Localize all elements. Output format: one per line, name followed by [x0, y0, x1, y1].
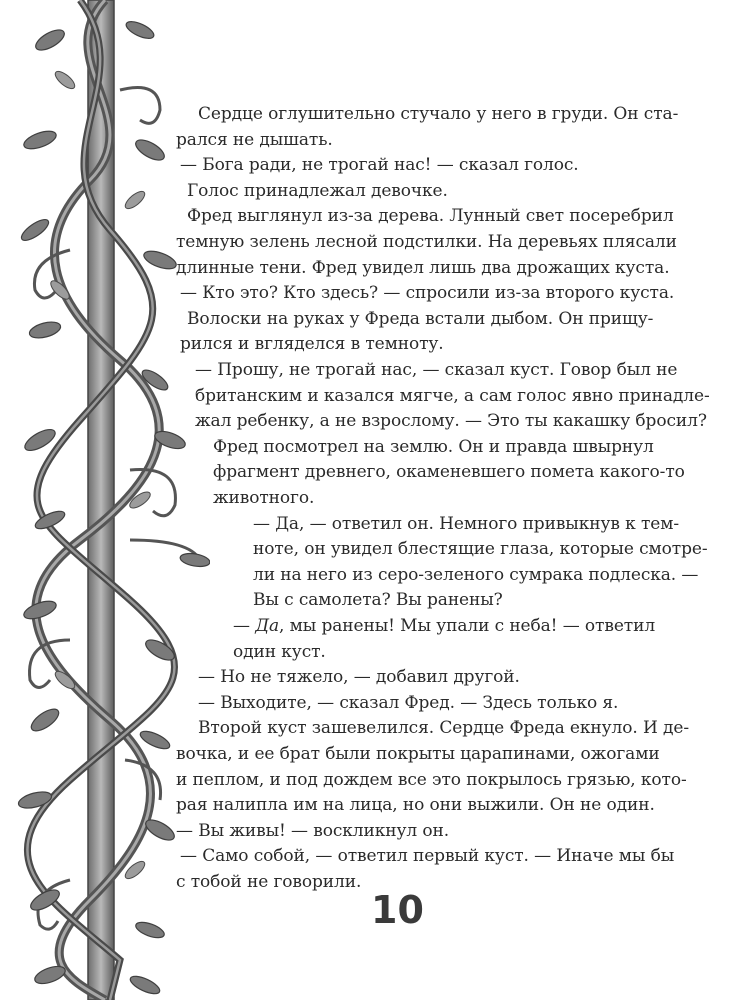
line-text: рался не дышать. [176, 129, 333, 150]
text-line [213, 460, 685, 486]
line-text: темную зелень лесной подстилки. На деревьях плясали [176, 232, 677, 252]
text-line [198, 665, 520, 691]
text-line [176, 256, 670, 282]
text-line [253, 512, 679, 538]
text-line [176, 128, 333, 154]
line-text: — Прошу, не трогай нас, — сказал куст. Говор был не [195, 360, 678, 380]
text-line [213, 486, 314, 512]
line-text: рился и вгляделся в темноту. [180, 334, 444, 355]
line-italic-text: Да [255, 616, 279, 636]
line-text: — Само собой, — ответил первый куст. — Иначе мы бы [180, 846, 675, 867]
line-text: — Выходите, — сказал Фред. — Здесь только я. [198, 692, 619, 713]
line-text: — Да, — ответил он. Немного привыкнув к тем- [253, 513, 680, 534]
text-line [176, 793, 655, 819]
line-text: британским и казался мягче, а сам голос явно принадле- [195, 385, 710, 406]
text-line [195, 409, 707, 435]
text-line [187, 204, 674, 230]
line-text: , мы ранены! Мы упали с неба! — ответил [278, 616, 656, 636]
text-line [195, 358, 677, 384]
line-text: Голос принадлежал девочке. [187, 180, 448, 201]
line-text: Волоски на руках у Фреда встали дыбом. Он прищу- [187, 308, 654, 329]
line-text: ноте, он увидел блестящие глаза, которые смотре- [253, 539, 708, 560]
line-text: один куст. [233, 641, 326, 662]
text-line [187, 307, 653, 333]
line-text: Фред выглянул из-за дерева. Лунный свет посеребрил [187, 206, 674, 227]
text-line [253, 563, 698, 589]
text-line [176, 768, 687, 794]
line-text: вочка, и ее брат были покрыты царапинами, ожогами [176, 744, 660, 764]
line-text: рая налипла им на лица, но они выжили. Он не один. [176, 795, 655, 816]
line-text: — Вы живы! — воскликнул он. [176, 820, 450, 841]
text-line [253, 588, 503, 614]
text-line [180, 281, 674, 307]
text-line [198, 691, 618, 717]
line-text: животного. [213, 488, 315, 508]
text-line [176, 819, 449, 845]
line-text: Второй куст зашевелился. Сердце Фреда екнуло. И де- [198, 718, 689, 739]
text-line [233, 614, 655, 640]
line-text: — Но не тяжело, — добавил другой. [198, 667, 520, 688]
text-line [176, 742, 660, 768]
line-text: Сердце оглушительно стучало у него в груди. Он ста- [198, 104, 679, 124]
text-line [253, 537, 708, 563]
text-line [195, 384, 710, 410]
text-line [180, 153, 579, 179]
line-text: с тобой не говорили. [176, 872, 362, 892]
line-text: — Бога ради, не трогай нас! — сказал голос. [180, 155, 579, 176]
line-text: ли на него из серо-зеленого сумрака подлеска. — [253, 564, 699, 585]
line-prefix: — [233, 616, 256, 636]
line-text: жал ребенку, а не взрослому. — Это ты какашку бросил? [195, 411, 707, 432]
text-line [198, 716, 689, 742]
line-text: — Кто это? Кто здесь? — спросили из-за второго куста. [180, 283, 675, 304]
text-line [180, 844, 674, 870]
line-text: Вы с самолета? Вы ранены? [253, 590, 503, 611]
line-text: Фред посмотрел на землю. Он и правда швырнул [213, 436, 654, 457]
text-line [233, 640, 326, 666]
text-line [176, 230, 677, 256]
line-text: длинные тени. Фред увидел лишь два дрожащих куста. [176, 257, 670, 278]
page-number: 10 [371, 888, 424, 932]
line-text: фрагмент древнего, окаменевшего помета какого-то [213, 462, 685, 483]
text-line [180, 332, 444, 358]
line-text: и пеплом, и под дождем все это покрылось грязью, кото- [176, 769, 687, 790]
text-line [198, 102, 678, 128]
text-line [213, 435, 654, 461]
text-line [187, 179, 448, 205]
